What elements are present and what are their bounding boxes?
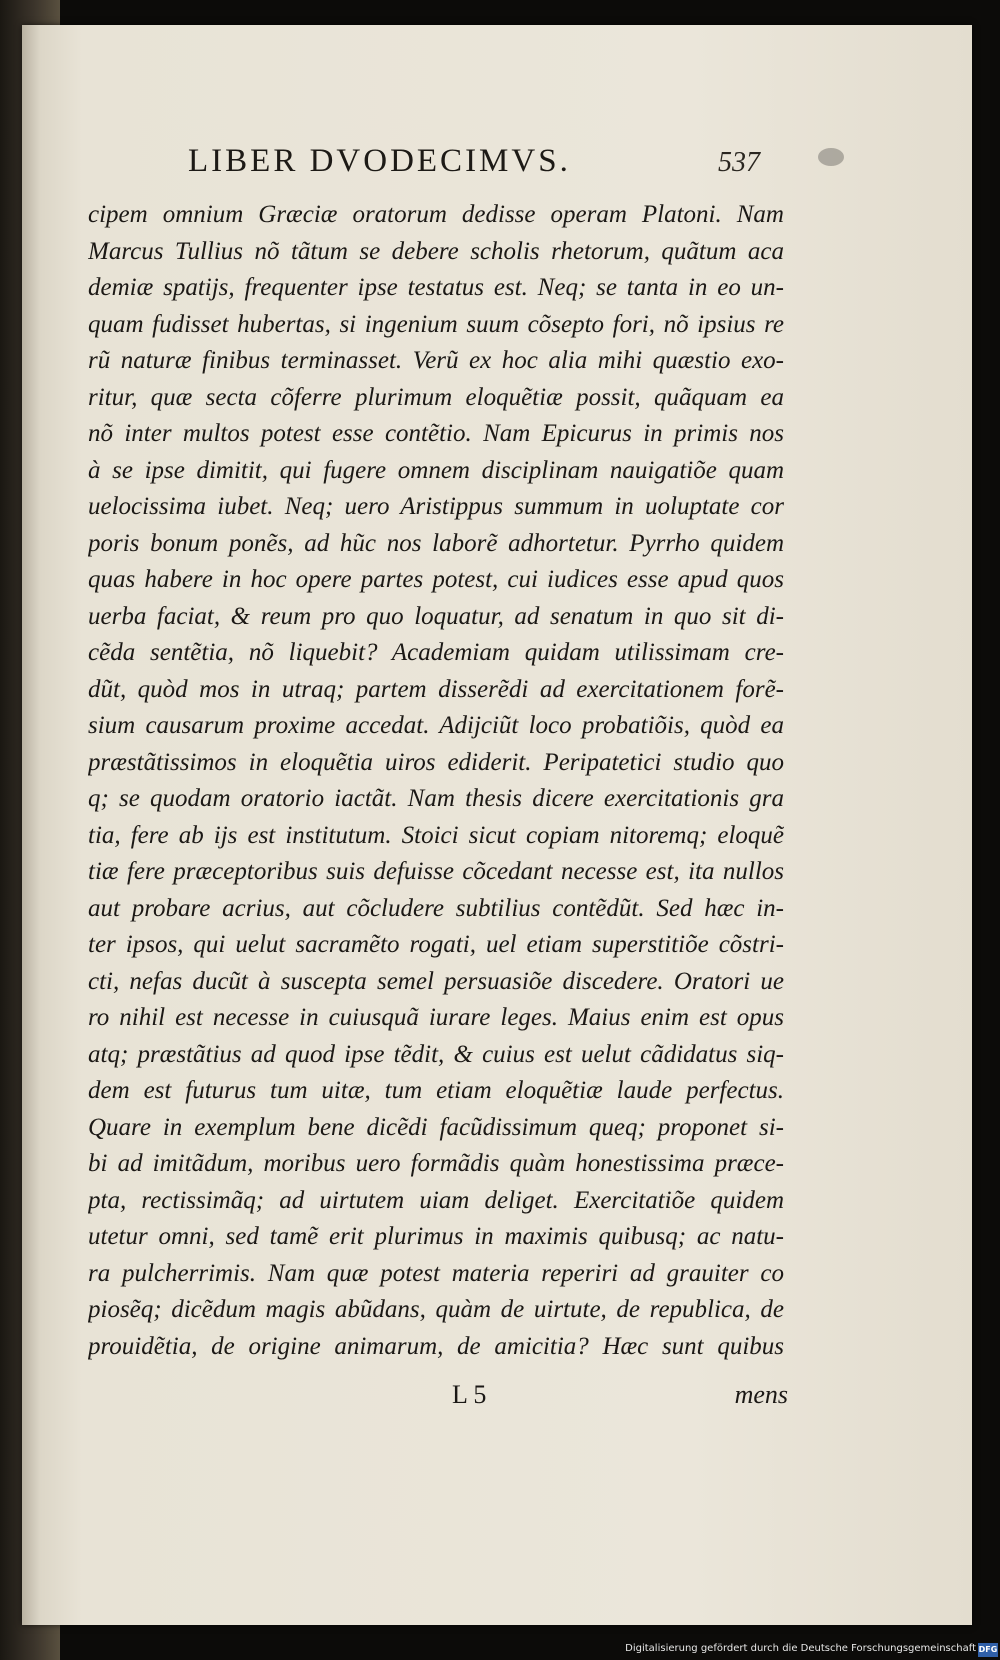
- text-line: rũ naturæ finibus terminasset. Verũ ex hoc alia mihi quæstio exo-: [88, 347, 784, 374]
- signature-mark: L 5: [452, 1380, 487, 1409]
- page-header: [188, 143, 788, 187]
- text-line: demiæ spatijs, frequenter ipse testatus est. Neq; se tanta in eo un-: [88, 274, 784, 301]
- text-line: cipem omnium Græciæ oratorum dedisse operam Platoni. Nam: [88, 201, 784, 228]
- text-line: dũt, quòd mos in utraq; partem disserẽdi ad exercitationem forẽ-: [88, 675, 784, 703]
- text-line: q; se quodam oratorio iactãt. Nam thesis dicere exercitationis gra: [88, 785, 784, 812]
- body-text: [88, 197, 784, 1365]
- digitization-credit-bar: [600, 1642, 1000, 1660]
- page-footer: [452, 1380, 788, 1416]
- text-line: utetur omni, sed tamẽ erit plurimus in maximis quibusq; ac natu-: [88, 1223, 784, 1250]
- digitization-credit: Digitalisierung gefördert durch die Deutsche Forschungsgemeinschaft: [625, 1643, 976, 1654]
- text-line: bi ad imitãdum, moribus uero formãdis quàm honestissima præce-: [88, 1150, 784, 1177]
- text-line: uelocissima iubet. Neq; uero Aristippus summum in uoluptate cor: [88, 493, 784, 520]
- running-head: LIBER DVODECIMVS.: [188, 143, 571, 179]
- text-line: uerba faciat, & reum pro quo loquatur, ad senatum in quo sit di-: [88, 602, 784, 630]
- text-line: à se ipse dimitit, qui fugere omnem disciplinam nauigatiõe quam: [88, 456, 784, 484]
- text-line: quam fudisset hubertas, si ingenium suum cõsepto fori, nõ ipsius re: [88, 310, 784, 338]
- text-line: tiæ fere præceptoribus suis defuisse cõcedant necesse est, ita nullos: [88, 858, 784, 885]
- text-line: pta, rectissimãq; ad uirtutem uiam deliget. Exercitatiõe quidem: [88, 1186, 784, 1214]
- text-line: piosẽq; dicẽdum magis abũdans, quàm de uirtute, de republica, de: [88, 1296, 784, 1323]
- text-line: ro nihil est necesse in cuiusquã iurare leges. Maius enim est opus: [88, 1004, 784, 1031]
- text-line: ritur, quæ secta cõferre plurimum eloquẽtiæ possit, quãquam ea: [88, 383, 784, 411]
- text-line: quas habere in hoc opere partes potest, cui iudices esse apud quos: [88, 566, 784, 593]
- text-line: sium causarum proxime accedat. Adijciũt loco probatiõis, quòd ea: [88, 712, 784, 739]
- text-line: nõ inter multos potest esse contẽtio. Nam Epicurus in primis nos: [88, 420, 784, 447]
- book-page: [22, 25, 972, 1625]
- text-line: præstãtissimos in eloquẽtia uiros ediderit. Peripatetici studio quo: [88, 748, 784, 776]
- text-line: aut probare acrius, aut cõcludere subtilius contẽdũt. Sed hæc in-: [88, 894, 784, 922]
- page-number: 537: [718, 147, 760, 178]
- text-line: prouidẽtia, de origine animarum, de amicitia? Hæc sunt quibus: [88, 1332, 784, 1360]
- text-line: cẽda sentẽtia, nõ liquebit? Academiam quidam utilissimam cre-: [88, 639, 784, 666]
- dfg-logo-icon: DFG: [978, 1643, 998, 1657]
- text-line: Quare in exemplum bene dicẽdi facũdissimum queq; proponet si-: [88, 1113, 784, 1141]
- text-line: dem est futurus tum uitæ, tum etiam eloquẽtiæ laude perfectus.: [88, 1077, 784, 1104]
- page-stain: [818, 148, 844, 166]
- text-line: Marcus Tullius nõ tãtum se debere scholis rhetorum, quãtum aca: [88, 237, 784, 265]
- text-line: ra pulcherrimis. Nam quæ potest materia reperiri ad grauiter co: [88, 1259, 784, 1287]
- text-line: atq; præstãtius ad quod ipse tẽdit, & cuius est uelut cãdidatus siq-: [88, 1040, 784, 1068]
- text-line: cti, nefas ducũt à suscepta semel persuasiõe discedere. Oratori ue: [88, 967, 784, 995]
- text-line: ter ipsos, qui uelut sacramẽto rogati, uel etiam superstitiõe cõstri-: [88, 931, 784, 958]
- text-line: tia, fere ab ijs est institutum. Stoici sicut copiam nitoremq; eloquẽ: [88, 821, 784, 849]
- text-line: poris bonum ponẽs, ad hũc nos laborẽ adhortetur. Pyrrho quidem: [88, 529, 784, 557]
- catchword: mens: [734, 1380, 788, 1409]
